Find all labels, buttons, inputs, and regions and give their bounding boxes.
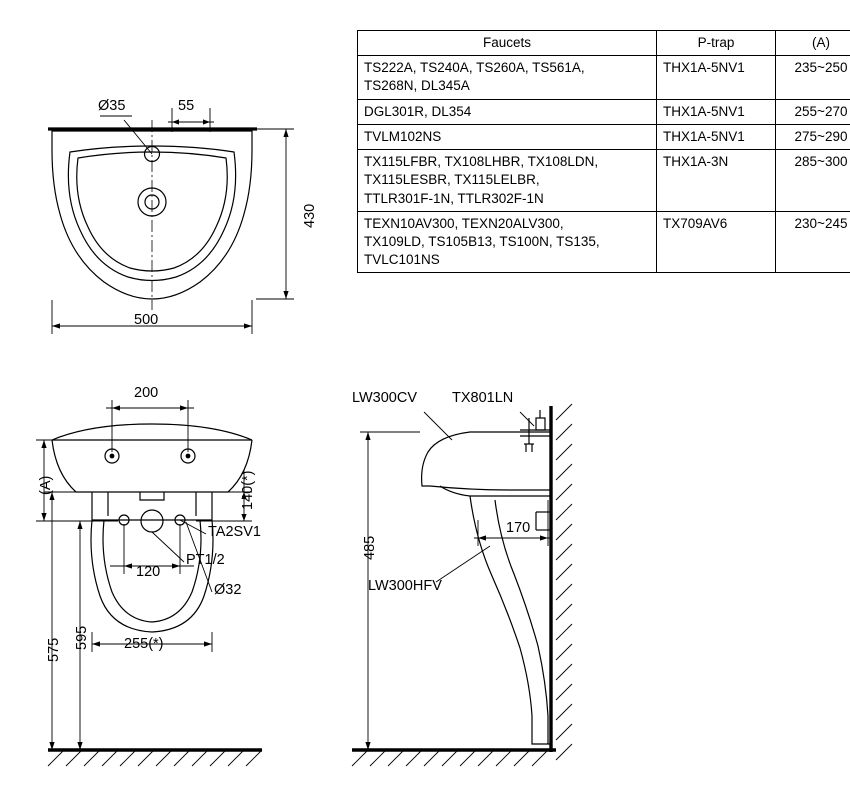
top-view-basin [48,120,257,310]
label-lw300cv: LW300CV [352,390,418,406]
cell-a: 275~290 [776,124,850,149]
faucet-line: TX115LFBR, TX108LHBR, TX108LDN, [364,154,599,170]
label-dim-575: 575 [46,637,62,662]
top-view-dimensions [52,108,294,334]
cell-ptrap: THX1A-5NV1 [657,99,776,124]
cell-a: 255~270 [776,99,850,124]
label-dia-32: Ø32 [214,582,242,598]
label-ta2sv1: TA2SV1 [208,524,261,540]
cell-ptrap: THX1A-3N [657,150,776,212]
label-dim-120: 120 [136,564,161,580]
label-pt12: PT1/2 [186,552,225,568]
cell-ptrap: THX1A-5NV1 [657,124,776,149]
label-dim-430: 430 [302,203,318,228]
faucet-line: TX109LD, TS105B13, TS100N, TS135, [364,233,600,249]
table-header-a: (A) [776,31,850,56]
faucet-line: DGL301R, DL354 [364,103,472,119]
cell-ptrap: THX1A-5NV1 [657,56,776,99]
label-hole-diameter: Ø35 [98,98,126,114]
table-header-faucets: Faucets [358,31,657,56]
faucet-line: TVLC101NS [364,252,440,268]
label-dim-485: 485 [362,535,378,560]
faucet-line: TS268N, DL345A [364,78,470,94]
label-dim-595: 595 [74,625,90,650]
cell-a: 230~245 [776,211,850,273]
faucet-line: TEXN10AV300, TEXN20ALV300, [364,215,564,231]
cell-ptrap: TX709AV6 [657,211,776,273]
label-dim-a: (A) [38,475,54,495]
table-header-ptrap: P-trap [657,31,776,56]
label-dim-170: 170 [506,520,531,536]
label-lw300hfv: LW300HFV [368,578,442,594]
cell-a: 235~250 [776,56,850,99]
cell-a: 285~300 [776,150,850,212]
label-dim-140: 140(*) [240,470,256,510]
faucet-line: TS222A, TS240A, TS260A, TS561A, [364,60,585,76]
label-tx801ln: TX801LN [452,390,514,406]
label-dim-200: 200 [134,385,159,401]
faucet-line: TX115LESBR, TX115LELBR, [364,172,540,188]
faucet-line: TTLR301F-1N, TTLR302F-1N [364,190,544,206]
label-dim-55: 55 [178,98,195,114]
label-dim-500: 500 [134,312,159,328]
faucet-line: TVLM102NS [364,128,442,144]
label-dim-255: 255(*) [124,636,164,652]
